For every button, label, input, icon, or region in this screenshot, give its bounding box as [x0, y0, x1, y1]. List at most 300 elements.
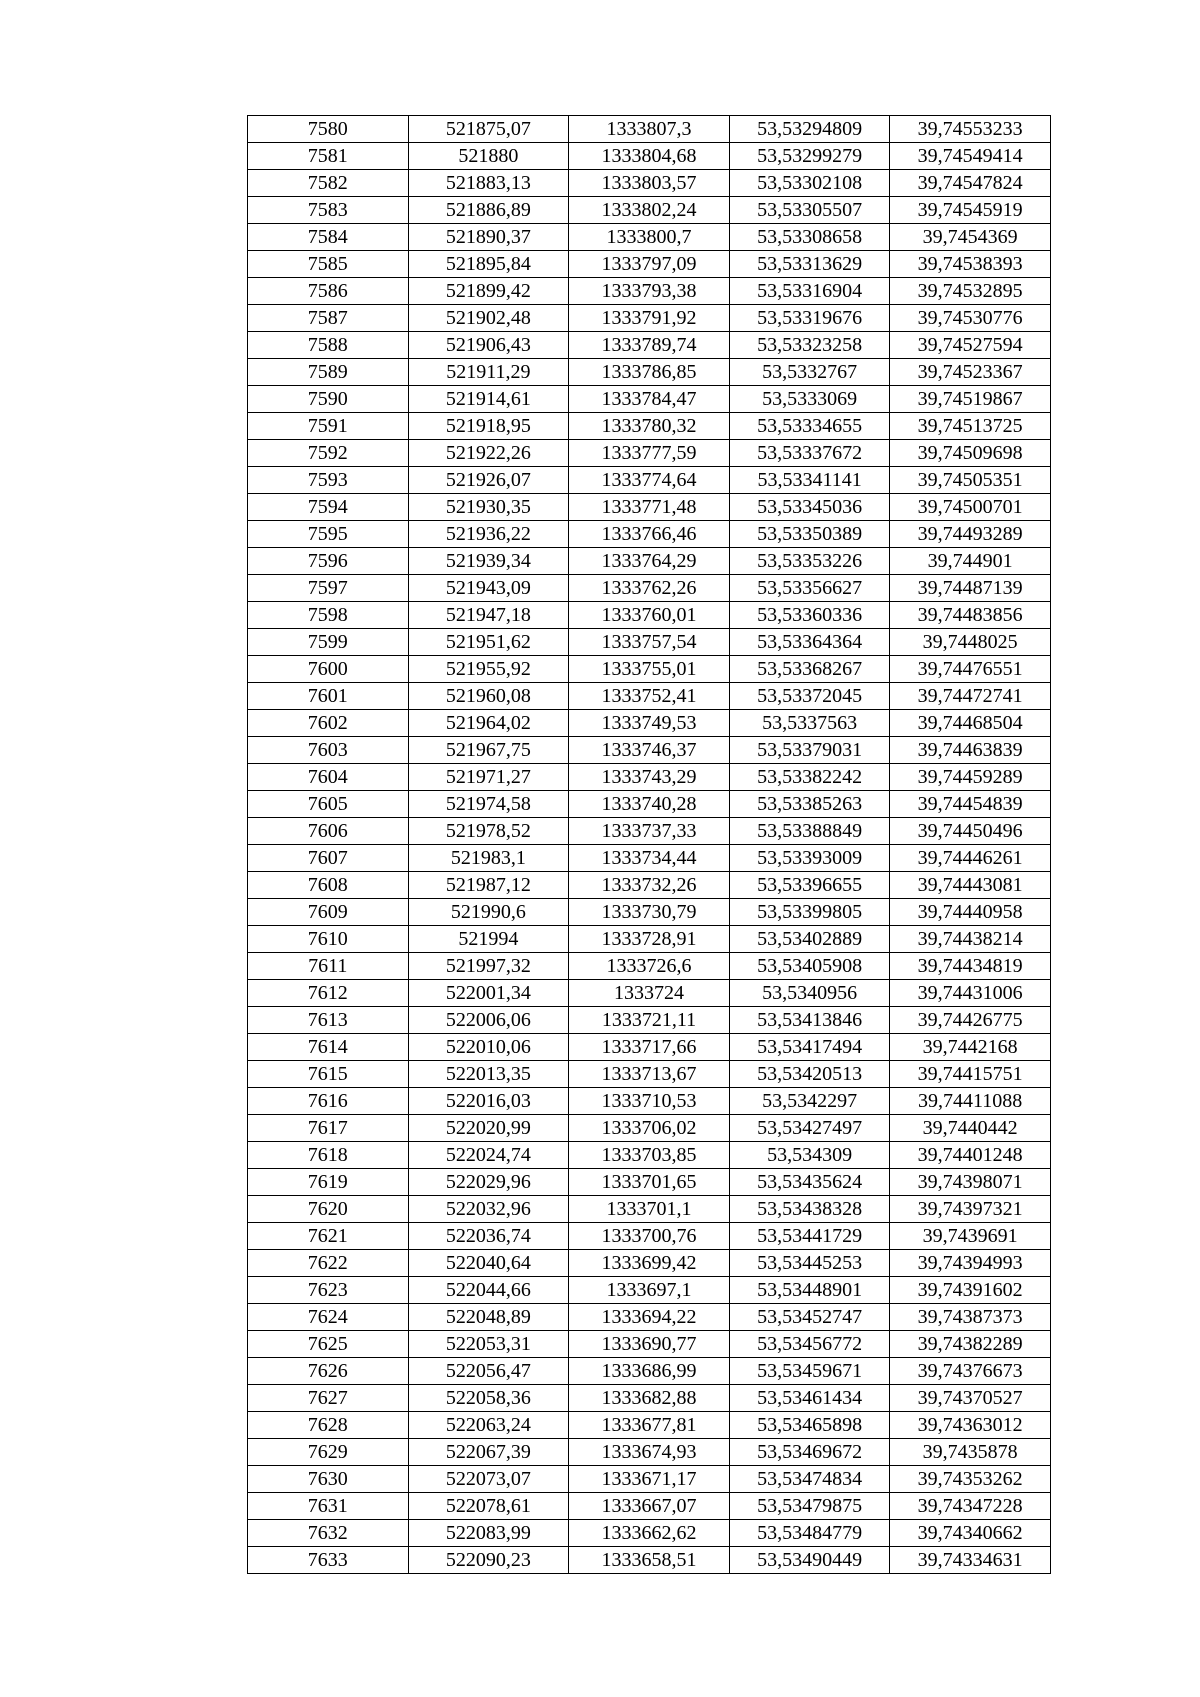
y-coordinate-cell: 1333677,81: [569, 1412, 730, 1439]
y-coordinate-cell: 1333755,01: [569, 656, 730, 683]
table-row: [248, 332, 1051, 359]
longitude-cell: 39,7439691: [890, 1223, 1051, 1250]
longitude-cell: 39,74549414: [890, 143, 1051, 170]
x-coordinate-cell: 521967,75: [408, 737, 569, 764]
x-coordinate-cell: 521930,35: [408, 494, 569, 521]
table-row: [248, 1088, 1051, 1115]
longitude-cell: 39,74553233: [890, 116, 1051, 143]
latitude-cell: 53,53341141: [729, 467, 890, 494]
x-coordinate-cell: 521880: [408, 143, 569, 170]
x-coordinate-cell: 522067,39: [408, 1439, 569, 1466]
x-coordinate-cell: 521947,18: [408, 602, 569, 629]
x-coordinate-cell: 521939,34: [408, 548, 569, 575]
latitude-cell: 53,53294809: [729, 116, 890, 143]
longitude-cell: 39,7440442: [890, 1115, 1051, 1142]
x-coordinate-cell: 521964,02: [408, 710, 569, 737]
latitude-cell: 53,53456772: [729, 1331, 890, 1358]
table-row: [248, 926, 1051, 953]
point-number-cell: 7632: [248, 1520, 409, 1547]
longitude-cell: 39,74411088: [890, 1088, 1051, 1115]
longitude-cell: 39,74334631: [890, 1547, 1051, 1574]
latitude-cell: 53,53356627: [729, 575, 890, 602]
longitude-cell: 39,74443081: [890, 872, 1051, 899]
latitude-cell: 53,53382242: [729, 764, 890, 791]
table-row: [248, 1412, 1051, 1439]
x-coordinate-cell: 522058,36: [408, 1385, 569, 1412]
y-coordinate-cell: 1333760,01: [569, 602, 730, 629]
y-coordinate-cell: 1333752,41: [569, 683, 730, 710]
latitude-cell: 53,53319676: [729, 305, 890, 332]
latitude-cell: 53,5340956: [729, 980, 890, 1007]
latitude-cell: 53,53379031: [729, 737, 890, 764]
point-number-cell: 7583: [248, 197, 409, 224]
x-coordinate-cell: 522020,99: [408, 1115, 569, 1142]
x-coordinate-cell: 522013,35: [408, 1061, 569, 1088]
point-number-cell: 7623: [248, 1277, 409, 1304]
y-coordinate-cell: 1333703,85: [569, 1142, 730, 1169]
longitude-cell: 39,74387373: [890, 1304, 1051, 1331]
longitude-cell: 39,744901: [890, 548, 1051, 575]
latitude-cell: 53,53299279: [729, 143, 890, 170]
latitude-cell: 53,53305507: [729, 197, 890, 224]
x-coordinate-cell: 521994: [408, 926, 569, 953]
latitude-cell: 53,53388849: [729, 818, 890, 845]
table-row: [248, 683, 1051, 710]
table-row: [248, 602, 1051, 629]
table-row: [248, 980, 1051, 1007]
y-coordinate-cell: 1333674,93: [569, 1439, 730, 1466]
y-coordinate-cell: 1333732,26: [569, 872, 730, 899]
table-row: [248, 1223, 1051, 1250]
y-coordinate-cell: 1333700,76: [569, 1223, 730, 1250]
longitude-cell: 39,7454369: [890, 224, 1051, 251]
table-row: [248, 710, 1051, 737]
longitude-cell: 39,74532895: [890, 278, 1051, 305]
table-row: [248, 1385, 1051, 1412]
longitude-cell: 39,74527594: [890, 332, 1051, 359]
latitude-cell: 53,53438328: [729, 1196, 890, 1223]
longitude-cell: 39,74438214: [890, 926, 1051, 953]
table-row: [248, 467, 1051, 494]
x-coordinate-cell: 521990,6: [408, 899, 569, 926]
latitude-cell: 53,53420513: [729, 1061, 890, 1088]
x-coordinate-cell: 521960,08: [408, 683, 569, 710]
x-coordinate-cell: 521886,89: [408, 197, 569, 224]
table-row: [248, 1142, 1051, 1169]
y-coordinate-cell: 1333789,74: [569, 332, 730, 359]
longitude-cell: 39,74376673: [890, 1358, 1051, 1385]
point-number-cell: 7620: [248, 1196, 409, 1223]
point-number-cell: 7613: [248, 1007, 409, 1034]
point-number-cell: 7633: [248, 1547, 409, 1574]
x-coordinate-cell: 521902,48: [408, 305, 569, 332]
latitude-cell: 53,5342297: [729, 1088, 890, 1115]
longitude-cell: 39,74530776: [890, 305, 1051, 332]
latitude-cell: 53,53302108: [729, 170, 890, 197]
table-row: [248, 629, 1051, 656]
point-number-cell: 7580: [248, 116, 409, 143]
table-row: [248, 143, 1051, 170]
point-number-cell: 7600: [248, 656, 409, 683]
table-row: [248, 278, 1051, 305]
point-number-cell: 7624: [248, 1304, 409, 1331]
point-number-cell: 7587: [248, 305, 409, 332]
table-row: [248, 1250, 1051, 1277]
latitude-cell: 53,53393009: [729, 845, 890, 872]
point-number-cell: 7588: [248, 332, 409, 359]
longitude-cell: 39,74513725: [890, 413, 1051, 440]
latitude-cell: 53,53427497: [729, 1115, 890, 1142]
latitude-cell: 53,53405908: [729, 953, 890, 980]
x-coordinate-cell: 522016,03: [408, 1088, 569, 1115]
latitude-cell: 53,53313629: [729, 251, 890, 278]
table-row: [248, 1115, 1051, 1142]
x-coordinate-cell: 522006,06: [408, 1007, 569, 1034]
point-number-cell: 7598: [248, 602, 409, 629]
x-coordinate-cell: 522001,34: [408, 980, 569, 1007]
longitude-cell: 39,74547824: [890, 170, 1051, 197]
y-coordinate-cell: 1333784,47: [569, 386, 730, 413]
point-number-cell: 7582: [248, 170, 409, 197]
point-number-cell: 7622: [248, 1250, 409, 1277]
longitude-cell: 39,74468504: [890, 710, 1051, 737]
point-number-cell: 7630: [248, 1466, 409, 1493]
latitude-cell: 53,53323258: [729, 332, 890, 359]
y-coordinate-cell: 1333807,3: [569, 116, 730, 143]
x-coordinate-cell: 522083,99: [408, 1520, 569, 1547]
x-coordinate-cell: 521890,37: [408, 224, 569, 251]
y-coordinate-cell: 1333803,57: [569, 170, 730, 197]
latitude-cell: 53,53350389: [729, 521, 890, 548]
y-coordinate-cell: 1333780,32: [569, 413, 730, 440]
table-row: [248, 818, 1051, 845]
point-number-cell: 7615: [248, 1061, 409, 1088]
y-coordinate-cell: 1333690,77: [569, 1331, 730, 1358]
longitude-cell: 39,74398071: [890, 1169, 1051, 1196]
point-number-cell: 7627: [248, 1385, 409, 1412]
longitude-cell: 39,74454839: [890, 791, 1051, 818]
y-coordinate-cell: 1333764,29: [569, 548, 730, 575]
point-number-cell: 7625: [248, 1331, 409, 1358]
latitude-cell: 53,53385263: [729, 791, 890, 818]
longitude-cell: 39,7442168: [890, 1034, 1051, 1061]
point-number-cell: 7631: [248, 1493, 409, 1520]
y-coordinate-cell: 1333762,26: [569, 575, 730, 602]
point-number-cell: 7606: [248, 818, 409, 845]
table-row: [248, 1520, 1051, 1547]
x-coordinate-cell: 521922,26: [408, 440, 569, 467]
table-row: [248, 305, 1051, 332]
table-row: [248, 764, 1051, 791]
point-number-cell: 7602: [248, 710, 409, 737]
latitude-cell: 53,53308658: [729, 224, 890, 251]
table-row: [248, 1547, 1051, 1574]
latitude-cell: 53,53484779: [729, 1520, 890, 1547]
y-coordinate-cell: 1333671,17: [569, 1466, 730, 1493]
point-number-cell: 7611: [248, 953, 409, 980]
y-coordinate-cell: 1333694,22: [569, 1304, 730, 1331]
x-coordinate-cell: 522032,96: [408, 1196, 569, 1223]
latitude-cell: 53,53368267: [729, 656, 890, 683]
longitude-cell: 39,74397321: [890, 1196, 1051, 1223]
longitude-cell: 39,74476551: [890, 656, 1051, 683]
point-number-cell: 7589: [248, 359, 409, 386]
latitude-cell: 53,53445253: [729, 1250, 890, 1277]
longitude-cell: 39,74538393: [890, 251, 1051, 278]
y-coordinate-cell: 1333682,88: [569, 1385, 730, 1412]
longitude-cell: 39,74391602: [890, 1277, 1051, 1304]
y-coordinate-cell: 1333658,51: [569, 1547, 730, 1574]
table-row: [248, 521, 1051, 548]
latitude-cell: 53,53353226: [729, 548, 890, 575]
longitude-cell: 39,7435878: [890, 1439, 1051, 1466]
latitude-cell: 53,53399805: [729, 899, 890, 926]
latitude-cell: 53,53465898: [729, 1412, 890, 1439]
longitude-cell: 39,74353262: [890, 1466, 1051, 1493]
x-coordinate-cell: 521936,22: [408, 521, 569, 548]
table-row: [248, 953, 1051, 980]
table-row: [248, 170, 1051, 197]
point-number-cell: 7607: [248, 845, 409, 872]
longitude-cell: 39,74463839: [890, 737, 1051, 764]
y-coordinate-cell: 1333802,24: [569, 197, 730, 224]
latitude-cell: 53,53334655: [729, 413, 890, 440]
point-number-cell: 7608: [248, 872, 409, 899]
table-row: [248, 1277, 1051, 1304]
x-coordinate-cell: 521906,43: [408, 332, 569, 359]
x-coordinate-cell: 522029,96: [408, 1169, 569, 1196]
x-coordinate-cell: 521997,32: [408, 953, 569, 980]
point-number-cell: 7597: [248, 575, 409, 602]
x-coordinate-cell: 522063,24: [408, 1412, 569, 1439]
point-number-cell: 7596: [248, 548, 409, 575]
y-coordinate-cell: 1333724: [569, 980, 730, 1007]
x-coordinate-cell: 522053,31: [408, 1331, 569, 1358]
longitude-cell: 39,74545919: [890, 197, 1051, 224]
latitude-cell: 53,53435624: [729, 1169, 890, 1196]
longitude-cell: 39,74434819: [890, 953, 1051, 980]
y-coordinate-cell: 1333667,07: [569, 1493, 730, 1520]
table-row: [248, 251, 1051, 278]
table-row: [248, 1061, 1051, 1088]
table-row: [248, 386, 1051, 413]
longitude-cell: 39,74472741: [890, 683, 1051, 710]
longitude-cell: 39,74509698: [890, 440, 1051, 467]
y-coordinate-cell: 1333730,79: [569, 899, 730, 926]
point-number-cell: 7586: [248, 278, 409, 305]
latitude-cell: 53,53413846: [729, 1007, 890, 1034]
longitude-cell: 39,7448025: [890, 629, 1051, 656]
y-coordinate-cell: 1333771,48: [569, 494, 730, 521]
y-coordinate-cell: 1333662,62: [569, 1520, 730, 1547]
y-coordinate-cell: 1333800,7: [569, 224, 730, 251]
latitude-cell: 53,53448901: [729, 1277, 890, 1304]
x-coordinate-cell: 521926,07: [408, 467, 569, 494]
latitude-cell: 53,53337672: [729, 440, 890, 467]
table-row: [248, 791, 1051, 818]
table-row: [248, 1196, 1051, 1223]
table-row: [248, 413, 1051, 440]
point-number-cell: 7616: [248, 1088, 409, 1115]
longitude-cell: 39,74483856: [890, 602, 1051, 629]
point-number-cell: 7604: [248, 764, 409, 791]
longitude-cell: 39,74370527: [890, 1385, 1051, 1412]
table-row: [248, 494, 1051, 521]
point-number-cell: 7621: [248, 1223, 409, 1250]
table-row: [248, 656, 1051, 683]
point-number-cell: 7610: [248, 926, 409, 953]
point-number-cell: 7629: [248, 1439, 409, 1466]
y-coordinate-cell: 1333728,91: [569, 926, 730, 953]
y-coordinate-cell: 1333717,66: [569, 1034, 730, 1061]
x-coordinate-cell: 522036,74: [408, 1223, 569, 1250]
latitude-cell: 53,5337563: [729, 710, 890, 737]
table-row: [248, 1304, 1051, 1331]
y-coordinate-cell: 1333797,09: [569, 251, 730, 278]
y-coordinate-cell: 1333737,33: [569, 818, 730, 845]
x-coordinate-cell: 522024,74: [408, 1142, 569, 1169]
longitude-cell: 39,74415751: [890, 1061, 1051, 1088]
table-row: [248, 1007, 1051, 1034]
point-number-cell: 7599: [248, 629, 409, 656]
point-number-cell: 7594: [248, 494, 409, 521]
latitude-cell: 53,53345036: [729, 494, 890, 521]
latitude-cell: 53,53402889: [729, 926, 890, 953]
y-coordinate-cell: 1333743,29: [569, 764, 730, 791]
y-coordinate-cell: 1333721,11: [569, 1007, 730, 1034]
y-coordinate-cell: 1333777,59: [569, 440, 730, 467]
y-coordinate-cell: 1333774,64: [569, 467, 730, 494]
point-number-cell: 7605: [248, 791, 409, 818]
table-row: [248, 1493, 1051, 1520]
latitude-cell: 53,53469672: [729, 1439, 890, 1466]
longitude-cell: 39,74440958: [890, 899, 1051, 926]
longitude-cell: 39,74363012: [890, 1412, 1051, 1439]
point-number-cell: 7612: [248, 980, 409, 1007]
table-row: [248, 197, 1051, 224]
latitude-cell: 53,5333069: [729, 386, 890, 413]
latitude-cell: 53,53479875: [729, 1493, 890, 1520]
y-coordinate-cell: 1333734,44: [569, 845, 730, 872]
latitude-cell: 53,534309: [729, 1142, 890, 1169]
y-coordinate-cell: 1333746,37: [569, 737, 730, 764]
y-coordinate-cell: 1333697,1: [569, 1277, 730, 1304]
point-number-cell: 7603: [248, 737, 409, 764]
point-number-cell: 7617: [248, 1115, 409, 1142]
longitude-cell: 39,74382289: [890, 1331, 1051, 1358]
point-number-cell: 7628: [248, 1412, 409, 1439]
x-coordinate-cell: 521971,27: [408, 764, 569, 791]
x-coordinate-cell: 521974,58: [408, 791, 569, 818]
longitude-cell: 39,74450496: [890, 818, 1051, 845]
point-number-cell: 7593: [248, 467, 409, 494]
point-number-cell: 7619: [248, 1169, 409, 1196]
x-coordinate-cell: 522044,66: [408, 1277, 569, 1304]
y-coordinate-cell: 1333793,38: [569, 278, 730, 305]
x-coordinate-cell: 522048,89: [408, 1304, 569, 1331]
latitude-cell: 53,53452747: [729, 1304, 890, 1331]
y-coordinate-cell: 1333766,46: [569, 521, 730, 548]
y-coordinate-cell: 1333757,54: [569, 629, 730, 656]
point-number-cell: 7601: [248, 683, 409, 710]
x-coordinate-cell: 522010,06: [408, 1034, 569, 1061]
table-row: [248, 845, 1051, 872]
x-coordinate-cell: 521914,61: [408, 386, 569, 413]
latitude-cell: 53,53372045: [729, 683, 890, 710]
x-coordinate-cell: 522040,64: [408, 1250, 569, 1277]
point-number-cell: 7595: [248, 521, 409, 548]
x-coordinate-cell: 521899,42: [408, 278, 569, 305]
point-number-cell: 7591: [248, 413, 409, 440]
table-row: [248, 737, 1051, 764]
longitude-cell: 39,74487139: [890, 575, 1051, 602]
point-number-cell: 7626: [248, 1358, 409, 1385]
y-coordinate-cell: 1333710,53: [569, 1088, 730, 1115]
table-row: [248, 116, 1051, 143]
x-coordinate-cell: 522078,61: [408, 1493, 569, 1520]
longitude-cell: 39,74493289: [890, 521, 1051, 548]
coordinate-table: [247, 115, 1051, 1574]
table-row: [248, 872, 1051, 899]
x-coordinate-cell: 521987,12: [408, 872, 569, 899]
longitude-cell: 39,74446261: [890, 845, 1051, 872]
latitude-cell: 53,5332767: [729, 359, 890, 386]
x-coordinate-cell: 522073,07: [408, 1466, 569, 1493]
y-coordinate-cell: 1333740,28: [569, 791, 730, 818]
y-coordinate-cell: 1333713,67: [569, 1061, 730, 1088]
longitude-cell: 39,74401248: [890, 1142, 1051, 1169]
x-coordinate-cell: 521895,84: [408, 251, 569, 278]
x-coordinate-cell: 521875,07: [408, 116, 569, 143]
table-row: [248, 224, 1051, 251]
table-row: [248, 1169, 1051, 1196]
point-number-cell: 7590: [248, 386, 409, 413]
y-coordinate-cell: 1333786,85: [569, 359, 730, 386]
table-row: [248, 1466, 1051, 1493]
latitude-cell: 53,53316904: [729, 278, 890, 305]
x-coordinate-cell: 521883,13: [408, 170, 569, 197]
x-coordinate-cell: 521955,92: [408, 656, 569, 683]
y-coordinate-cell: 1333686,99: [569, 1358, 730, 1385]
point-number-cell: 7585: [248, 251, 409, 278]
latitude-cell: 53,53360336: [729, 602, 890, 629]
y-coordinate-cell: 1333699,42: [569, 1250, 730, 1277]
x-coordinate-cell: 521983,1: [408, 845, 569, 872]
x-coordinate-cell: 521978,52: [408, 818, 569, 845]
longitude-cell: 39,74523367: [890, 359, 1051, 386]
y-coordinate-cell: 1333791,92: [569, 305, 730, 332]
table-row: [248, 440, 1051, 467]
latitude-cell: 53,53417494: [729, 1034, 890, 1061]
longitude-cell: 39,74500701: [890, 494, 1051, 521]
longitude-cell: 39,74426775: [890, 1007, 1051, 1034]
y-coordinate-cell: 1333726,6: [569, 953, 730, 980]
coordinate-table-body: [248, 116, 1051, 1574]
x-coordinate-cell: 521918,95: [408, 413, 569, 440]
longitude-cell: 39,74459289: [890, 764, 1051, 791]
latitude-cell: 53,53461434: [729, 1385, 890, 1412]
x-coordinate-cell: 522090,23: [408, 1547, 569, 1574]
longitude-cell: 39,74431006: [890, 980, 1051, 1007]
longitude-cell: 39,74347228: [890, 1493, 1051, 1520]
y-coordinate-cell: 1333749,53: [569, 710, 730, 737]
point-number-cell: 7614: [248, 1034, 409, 1061]
point-number-cell: 7584: [248, 224, 409, 251]
latitude-cell: 53,53364364: [729, 629, 890, 656]
point-number-cell: 7581: [248, 143, 409, 170]
y-coordinate-cell: 1333701,65: [569, 1169, 730, 1196]
point-number-cell: 7609: [248, 899, 409, 926]
